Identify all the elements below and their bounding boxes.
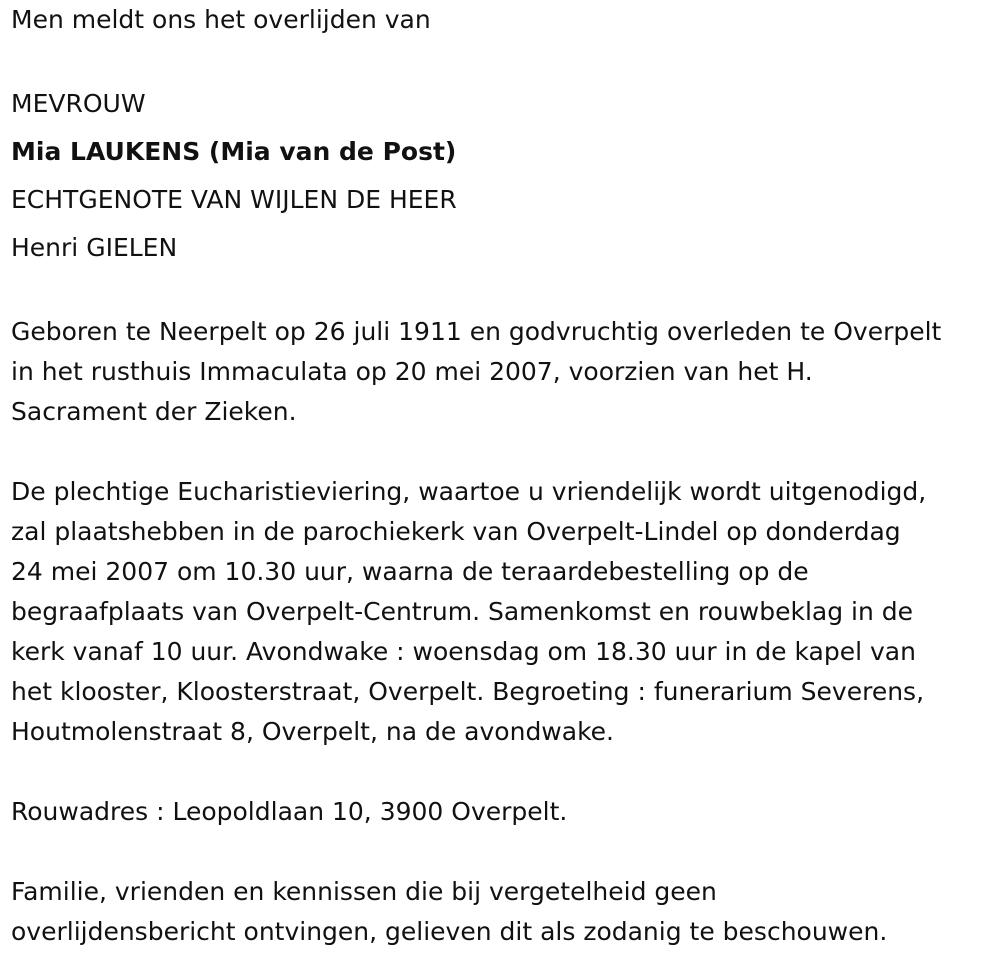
closing-paragraph — [11, 872, 996, 952]
paragraph-line: Geboren te Neerpelt op 26 juli 1911 en godvruchtig overleden te Overpelt — [11, 317, 942, 346]
paragraph-line: overlijdensbericht ontvingen, gelieven dit als zodanig te beschouwen. — [11, 917, 888, 946]
spacer — [11, 40, 996, 80]
ceremony-paragraph — [11, 472, 996, 752]
paragraph-line: zal plaatshebben in de parochiekerk van Overpelt-Lindel op donderdag — [11, 517, 901, 546]
mourning-address: Rouwadres : Leopoldlaan 10, 3900 Overpelt. — [11, 797, 568, 826]
title-prefix: MEVROUW — [11, 89, 146, 118]
birth-death-paragraph — [11, 312, 996, 432]
spacer — [11, 832, 996, 872]
paragraph-line: begraafplaats van Overpelt-Centrum. Samenkomst en rouwbeklag in de — [11, 597, 914, 626]
paragraph-line: De plechtige Eucharistieviering, waartoe u vriendelijk wordt uitgenodigd, — [11, 477, 927, 506]
death-notice — [11, 0, 996, 952]
intro-line: Men meldt ons het overlijden van — [11, 5, 431, 34]
paragraph-line: Sacrament der Zieken. — [11, 397, 297, 426]
paragraph-line: het klooster, Kloosterstraat, Overpelt. Begroeting : funerarium Severens, — [11, 677, 925, 706]
paragraph-line: Houtmolenstraat 8, Overpelt, na de avondwake. — [11, 717, 614, 746]
paragraph-line: in het rusthuis Immaculata op 20 mei 2007, voorzien van het H. — [11, 357, 813, 386]
deceased-name: Mia LAUKENS (Mia van de Post) — [11, 137, 457, 166]
relation-line: ECHTGENOTE VAN WIJLEN DE HEER — [11, 185, 457, 214]
paragraph-line: Familie, vrienden en kennissen die bij vergetelheid geen — [11, 877, 717, 906]
spouse-name: Henri GIELEN — [11, 233, 178, 262]
spacer — [11, 432, 996, 472]
spacer — [11, 272, 996, 312]
spacer — [11, 752, 996, 792]
paragraph-line: kerk vanaf 10 uur. Avondwake : woensdag om 18.30 uur in de kapel van — [11, 637, 916, 666]
paragraph-line: 24 mei 2007 om 10.30 uur, waarna de teraardebestelling op de — [11, 557, 809, 586]
